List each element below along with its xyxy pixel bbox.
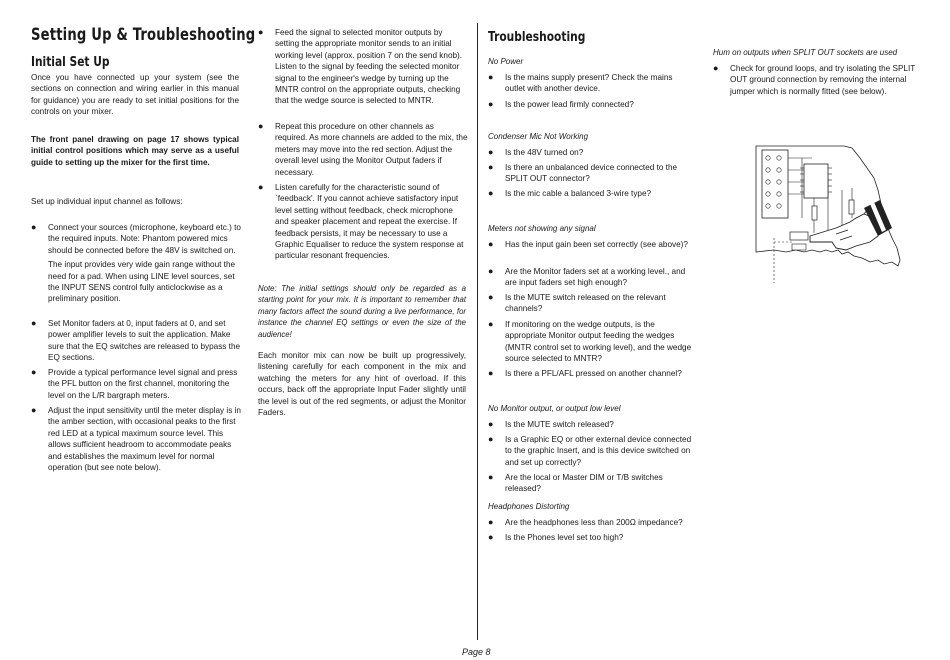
list-item [713, 63, 921, 97]
resistor [849, 200, 854, 214]
list-item-text: Are the headphones less than 200Ω impedance? [505, 518, 683, 527]
column-divider [477, 23, 478, 640]
list-item-text: Is there a PFL/AFL pressed on another channel? [505, 369, 682, 378]
list-item [488, 99, 693, 110]
front-panel-note: The front panel drawing on page 17 shows typical initial control positions which may serve as a useful guide to setting up the mixer for the first time. [31, 135, 239, 167]
list-item [488, 517, 703, 528]
list-item [488, 266, 693, 289]
bullet-icon: ● [31, 405, 37, 415]
list-item-text: Feed the signal to selected monitor outputs by setting the appropriate monitor sends to an initial working level (approx. position 7 on the send knob). Listen to the signal by feeding the selected monitor signal to the engineer's wedge by turning up the MNTR control on the appropriate outputs, checking that the wedge source is selected to MNTR. [275, 28, 463, 106]
list-item-text: Is the power lead firmly connected? [505, 100, 634, 109]
list-item [258, 121, 468, 178]
bullet-icon: ● [31, 318, 37, 328]
list-item [31, 405, 241, 473]
list-item [488, 472, 693, 495]
bullet-icon: ● [488, 72, 494, 82]
page-number: Page 8 [462, 647, 491, 657]
bullet-icon: ● [488, 188, 494, 198]
list-item [488, 147, 693, 158]
list-item [488, 319, 693, 365]
list-item-text: Is a Graphic EQ or other external device connected to the graphic Insert, and is this device switched on and set up correctly? [505, 435, 692, 467]
initial-settings-note: Note: The initial settings should only be regarded as a starting point for your mix. It is important to remember that many factors affect the sound during a live performance, for instance the channel EQ settings or even the size of the audience! [258, 284, 466, 339]
list-item-text: Is the Phones level set too high? [505, 533, 624, 542]
list-item-text: The input provides very wide gain range without the need for a pad. When using LINE level sources, set the INPUT SENS control fully anticlockwise as a preliminary position. [48, 260, 236, 304]
list-item-text: Are the Monitor faders set at a working level., and are input faders set high enough? [505, 267, 686, 288]
list-item [488, 292, 693, 315]
list-item [488, 239, 693, 250]
jumper-block [790, 232, 808, 240]
list-item-text: Is the mic cable a balanced 3-wire type? [505, 189, 652, 198]
list-item [31, 367, 241, 401]
jumper-pins [792, 244, 806, 250]
bullet-icon: ● [488, 239, 494, 249]
bullet-icon: ● [488, 99, 494, 109]
list-item-text: Is the MUTE switch released on the relevant channels? [505, 293, 666, 314]
list-item [488, 72, 693, 95]
bullet-icon: ● [488, 532, 494, 542]
list-item [488, 188, 693, 199]
subheading-no-monitor-output: No Monitor output, or output low level [488, 404, 621, 413]
bullet-icon: ● [488, 368, 494, 378]
bullet-icon: ● [488, 472, 494, 482]
bullet-icon: ● [488, 517, 494, 527]
bullet-icon: ● [488, 162, 494, 172]
list-item [488, 434, 693, 468]
subheading-headphones: Headphones Distorting [488, 502, 570, 511]
page-title: Setting Up & Troubleshooting [31, 25, 256, 45]
list-item-text: Adjust the input sensitivity until the meter display is in the amber section, with occasional peaks to the first red LED at a typical maximum source level. This allows sufficient headroom to accommodate peaks and establishes the maximum level for normal operation (but see note below). [48, 406, 241, 473]
subheading-no-power: No Power [488, 57, 524, 66]
list-item-text: Is the mains supply present? Check the mains outlet with another device. [505, 73, 673, 94]
subheading-meters: Meters not showing any signal [488, 224, 596, 233]
ground-dashed-lines [774, 238, 792, 283]
list-item [258, 182, 468, 262]
list-item-text: Is there an unbalanced device connected to the SPLIT OUT connector? [505, 163, 678, 184]
bullet-icon: ● [488, 434, 494, 444]
list-item-text: Listen carefully for the characteristic sound of `feedback'. If you cannot achieve satisfactory input level setting without feedback, check microphone and speaker placement and repeat the exercise. If feedback persists, it may be necessary to use a Graphic Equaliser to reduce the system response at particular resonant frequencies. [275, 183, 464, 261]
list-item [488, 162, 693, 185]
intro-paragraph: Once you have connected up your system (see the sections on connection and wiring earlier in this manual for guidance) you are ready to set initial positions for the controls on your mixer. [31, 73, 239, 117]
connector-pins [766, 156, 781, 208]
setup-line: Set up individual input channel as follows: [31, 197, 183, 206]
list-item-text: Provide a typical performance level signal and press the PFL button on the first channel, monitoring the level on the L/R bargraph meters. [48, 368, 238, 400]
circuit-board-illustration [752, 138, 902, 283]
bullet-icon: ● [488, 266, 494, 276]
bullet-icon: ● [488, 147, 494, 157]
bullet-icon: ● [258, 27, 264, 37]
list-item-text: Set Monitor faders at 0, input faders at 0, and set power amplifier levels to suit the application. Make sure that the EQ switches are released to bypass the EQ sections. [48, 319, 241, 363]
bullet-icon: ● [488, 319, 494, 329]
bullet-icon: ● [258, 121, 264, 131]
list-item [31, 222, 241, 305]
ic-chip [804, 164, 828, 198]
bullet-icon: ● [31, 367, 37, 377]
list-item [258, 27, 468, 107]
subheading-hum-on-outputs: Hum on outputs when SPLIT OUT sockets are used [713, 48, 898, 57]
list-item [488, 368, 693, 379]
list-item-text: Are the local or Master DIM or T/B switches released? [505, 473, 663, 494]
bullet-icon: ● [258, 182, 264, 192]
list-item-text: Has the input gain been set correctly (see above)? [505, 240, 688, 249]
section-title-initial-set-up: Initial Set Up [31, 55, 110, 70]
bullet-icon: ● [713, 63, 719, 73]
section-title-troubleshooting: Troubleshooting [488, 30, 586, 45]
bullet-icon: ● [488, 419, 494, 429]
list-item-text: Check for ground loops, and try isolating the SPLIT OUT ground connection by removing the internal jumper which is normally fitted (see below). [730, 64, 916, 96]
list-item [31, 318, 241, 364]
subheading-condenser-mic: Condenser Mic Not Working [488, 132, 589, 141]
list-item [488, 419, 693, 430]
bullet-icon: ● [31, 222, 37, 232]
resistor [812, 206, 817, 220]
list-item-text: If monitoring on the wedge outputs, is the appropriate Monitor output feeding the wedges (MNTR control set to working level), and the wedge source selected to MNTR? [505, 320, 692, 364]
list-item-text: Connect your sources (microphone, keyboard etc.) to the required inputs. Note: Phantom powered mics should be connected before the 48V is switched on. [48, 223, 241, 255]
bullet-icon: ● [488, 292, 494, 302]
list-item-text: Is the 48V turned on? [505, 148, 584, 157]
list-item-text: Is the MUTE switch released? [505, 420, 614, 429]
closing-paragraph: Each monitor mix can now be built up progressively, listening carefully for each component in the mix and watching the meters for any hint of overload. If this occurs, back off the appropriate Input Fader slightly until the level is out of the red segments, or adjust the Monitor Faders. [258, 351, 466, 418]
list-item [488, 532, 693, 543]
connector-block [762, 150, 788, 218]
list-item-text: Repeat this procedure on other channels as required. As more channels are added to the mix, the meters may move into the red section. Adjust the overall level using the Monitor Output faders if necessary. [275, 122, 468, 177]
